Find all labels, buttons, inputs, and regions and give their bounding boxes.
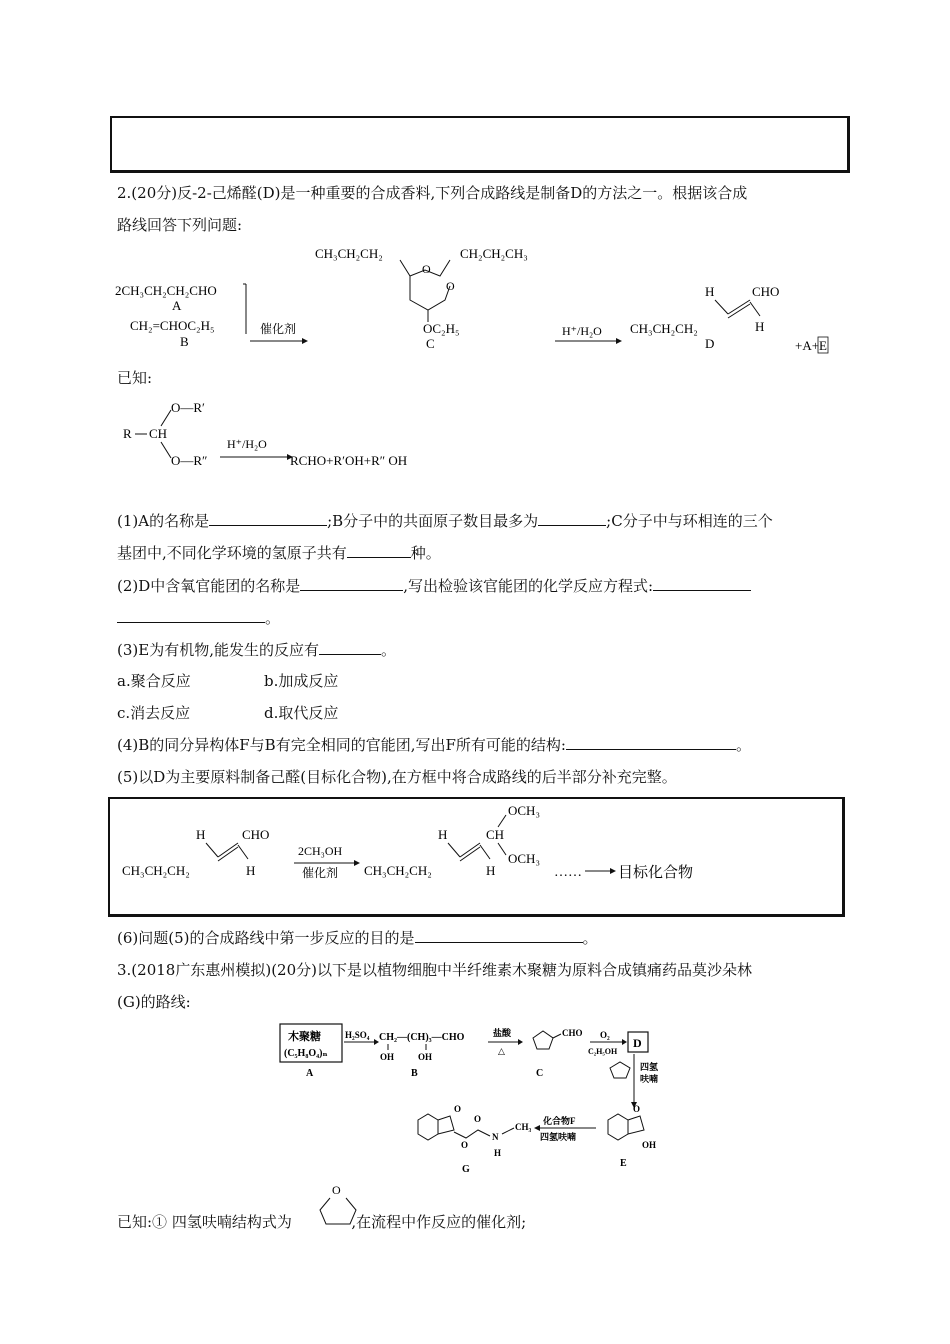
q2-part3 (117, 640, 396, 660)
box-och3-top: OCH₃ (508, 803, 540, 818)
box-och3-bottom: OCH₃ (508, 851, 540, 866)
q2-intro-line1: 2.(20分)反-2-己烯醛(D)是一种重要的合成香料,下列合成路线是制备D的方法之一。根据该合成 (117, 184, 748, 202)
p1-text-a: (1)A的名称是 (117, 512, 210, 530)
box-d-cho: CHO (242, 827, 270, 842)
option-a: a.聚合反应 (117, 672, 191, 690)
e-oh: OH (642, 1140, 657, 1150)
box-d-h-top: H (196, 827, 206, 842)
blank-isomers[interactable] (566, 735, 736, 750)
box-d-h-bottom: H (246, 863, 256, 878)
box-acetal-chain: CH₃CH₂CH₂ (364, 863, 432, 878)
p6-text-b: 。 (582, 929, 598, 947)
p3-text-a: (3)E为有机物,能发生的反应有 (117, 641, 319, 659)
compound-d-h-top: H (705, 284, 715, 299)
blank-equation-2[interactable] (117, 608, 265, 623)
p2-text-b: ,写出检验该官能团的化学反应方程式: (403, 577, 654, 595)
blank-h-environments[interactable] (347, 543, 411, 558)
q3-known-text-b: ,在流程中作反应的催化剂; (351, 1213, 527, 1231)
answer-box-synthesis (108, 797, 845, 917)
xylan-formula: (C₅H₈O₄)ₙ (284, 1048, 328, 1059)
q2-part1-line2 (117, 543, 441, 563)
box-scheme (110, 799, 840, 914)
answer-box-top (110, 116, 850, 173)
known-or2: O—R″ (171, 453, 208, 468)
q2-known-label: 已知: (117, 369, 153, 387)
compound-a-label: A (172, 298, 182, 313)
p1-text-b: ;B分子中的共面原子数目最多为 (327, 512, 539, 530)
compound-d-label: D (705, 336, 715, 351)
box-acetal-h-bottom: H (486, 863, 496, 878)
compound-c-left-chain: CH₃CH₂CH₂ (315, 246, 383, 261)
reagent-thf-solvent: 四氢呋喃 (540, 1132, 577, 1142)
p4-text-b: 。 (735, 736, 751, 754)
thf-oxygen: O (332, 1183, 341, 1197)
box-acetal-h-top: H (438, 827, 448, 842)
q2-part5: (5)以D为主要原料制备己醛(目标化合物),在方框中将合成路线的后半部分补充完整。 (117, 768, 677, 786)
box-reagent-methanol: 2CH₃OH (298, 844, 343, 858)
q2-intro-line2: 路线回答下列问题: (117, 216, 243, 234)
blank-functional-group[interactable] (300, 576, 403, 591)
q2-part4 (117, 735, 751, 755)
p1-text-d: 基团中,不同化学环境的氢原子共有 (117, 544, 347, 562)
g-ester-o: O (461, 1140, 469, 1150)
p2-text-c: 。 (265, 609, 281, 627)
q2-part6 (117, 928, 598, 948)
e-carbonyl-o: O (633, 1104, 641, 1114)
compound-a-formula: 2CH₃CH₂CH₂CHO (115, 283, 217, 298)
reagent-h2so4: H₂SO₄ (345, 1030, 370, 1040)
reagent-ethanol: C₂H₅OH (588, 1047, 618, 1056)
reagent-thf-1: 四氢 (640, 1062, 659, 1072)
g-n: N (492, 1132, 499, 1142)
box-catalyst: 催化剂 (302, 866, 339, 880)
box-ellipsis: …… (554, 865, 582, 880)
option-c: c.消去反应 (117, 704, 191, 722)
b-oh-2: OH (418, 1052, 433, 1062)
known-products: RCHO+R′OH+R″ OH (290, 453, 408, 468)
scheme-e-label: E (620, 1158, 627, 1169)
blank-reactions[interactable] (319, 640, 381, 655)
option-d: d.取代反应 (264, 704, 339, 722)
compound-b-chain: CH₂—(CH)₃—CHO (379, 1032, 465, 1043)
arrow-head-1 (302, 338, 308, 344)
compound-b-formula: CH₂=CHOC₂H₅ (130, 318, 215, 333)
compound-c-label: C (426, 336, 435, 351)
q3-intro-line2: (G)的路线: (117, 993, 191, 1011)
q3-known-text-a: 已知:① 四氢呋喃结构式为 (117, 1213, 292, 1231)
compound-d-h-bottom: H (755, 319, 765, 334)
known-or1: O—R′ (171, 400, 205, 415)
scheme-a-label: A (306, 1068, 314, 1079)
known-r: R (123, 426, 132, 441)
reagent-hcl: 盐酸 (493, 1028, 512, 1038)
scheme-c-label: C (536, 1068, 544, 1079)
compound-d-cho: CHO (752, 284, 780, 299)
q3-intro-line1: 3.(2018广东惠州模拟)(20分)以下是以植物细胞中半纤维素木聚糖为原料合成镇痛药品莫沙朵林 (117, 961, 752, 979)
xylan-name: 木聚糖 (288, 1031, 321, 1043)
scheme-d-label: D (633, 1036, 642, 1050)
blank-purpose[interactable] (415, 928, 583, 943)
compound-c-substituent: OC₂H₅ (423, 321, 460, 336)
g-h: H (494, 1148, 502, 1158)
box-d-chain: CH₃CH₂CH₂ (122, 863, 190, 878)
reagent-o2: O₂ (600, 1030, 610, 1040)
compound-b-label: B (180, 334, 189, 349)
scheme-b-label: B (411, 1068, 418, 1079)
ring-edge-bottom (410, 276, 450, 310)
bond-d2 (750, 302, 760, 316)
g-bicyclic-ring (418, 1114, 438, 1140)
known-acetal-hydrolysis (115, 390, 435, 475)
catalyst-label: 催化剂 (260, 322, 297, 336)
p1-text-c: ;C分子中与环相连的三个 (606, 512, 773, 530)
box-target: 目标化合物 (618, 865, 694, 881)
bond-d1 (715, 300, 728, 314)
compound-d-chain: CH₃CH₂CH₂ (630, 321, 698, 336)
known-reagent: H⁺/H₂O (227, 437, 267, 451)
compound-c-right-chain: CH₂CH₂CH₃ (460, 246, 528, 261)
reagent-heat: △ (498, 1046, 505, 1056)
p6-text-a: (6)问题(5)的合成路线中第一步反应的目的是 (117, 929, 415, 947)
reagent-thf-2: 呋喃 (640, 1074, 659, 1084)
q2-synthesis-scheme (110, 238, 840, 358)
blank-a-name[interactable] (209, 511, 327, 526)
q2-part2-line2 (117, 608, 280, 628)
e-bicyclic-ring (608, 1114, 628, 1140)
scheme-g-label: G (462, 1164, 470, 1175)
option-b: b.加成反应 (264, 672, 339, 690)
blank-equation-1[interactable] (653, 576, 751, 591)
double-bond-b (728, 304, 750, 318)
arrow-head-2 (616, 338, 622, 344)
ring-oxygen-2: O (446, 279, 455, 293)
known-ch: CH (149, 426, 168, 441)
cyclopentadiene-ring (610, 1062, 630, 1078)
c-cho: CHO (562, 1028, 583, 1038)
q2-part2-line1 (117, 576, 751, 596)
acid-water-reagent: H⁺/H₂O (562, 324, 602, 338)
p3-text-b: 。 (380, 641, 396, 659)
b-oh-1: OH (380, 1052, 395, 1062)
q3-synthesis-scheme (278, 1020, 678, 1180)
g-amide-o: O (474, 1114, 482, 1124)
p4-text-a: (4)B的同分异构体F与B有完全相同的官能团,写出F所有可能的结构: (117, 736, 566, 754)
furan-ring (533, 1031, 553, 1049)
q2-part1-line1 (117, 511, 773, 531)
double-bond-a (728, 300, 750, 314)
g-carbonyl-o: O (454, 1104, 462, 1114)
reagent-compound-f: 化合物F (543, 1116, 576, 1126)
p2-text-a: (2)D中含氧官能团的名称是 (117, 577, 301, 595)
box-acetal-ch: CH (486, 827, 505, 842)
products-tail: +A+E (795, 338, 827, 353)
ring-oxygen-1: O (422, 262, 431, 276)
blank-b-coplanar[interactable] (538, 511, 606, 526)
g-ch3: CH₃ (515, 1122, 532, 1132)
p1-text-e: 种。 (410, 544, 441, 562)
thf-structure (316, 1182, 360, 1230)
